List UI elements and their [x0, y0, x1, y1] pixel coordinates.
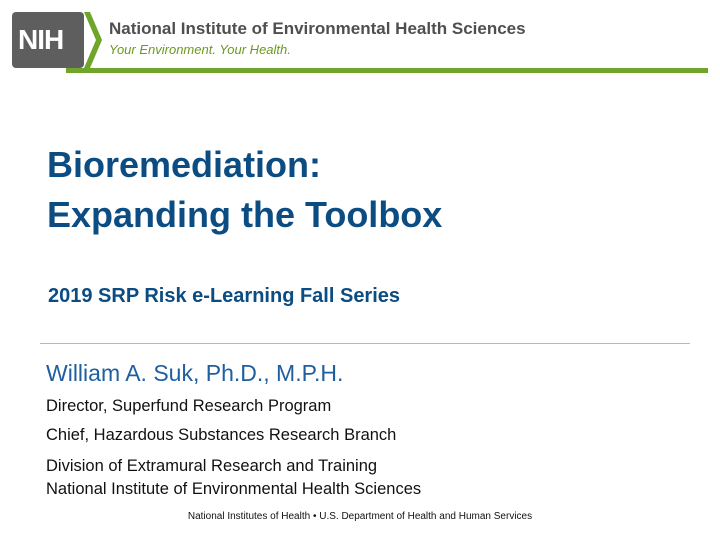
slide-footer: National Institutes of Health • U.S. Department of Health and Human Services [187, 511, 533, 522]
slide-subtitle: 2019 SRP Risk e-Learning Fall Series [48, 285, 401, 307]
logo-chevron-icon [84, 12, 102, 68]
institute-tagline: Your Environment. Your Health. [109, 42, 291, 57]
nih-logo-box [12, 12, 84, 68]
nih-logo-text: NIH [18, 24, 64, 55]
presenter-name: William A. Suk, Ph.D., M.P.H. [46, 360, 344, 386]
section-divider [40, 343, 690, 344]
institute-name: National Institute of Environmental Health Sciences [109, 19, 526, 38]
affiliation-line-1: Director, Superfund Research Program [46, 397, 332, 415]
affiliation-line-3: Division of Extramural Research and Training [46, 457, 378, 475]
affiliation-line-4: National Institute of Environmental Health Sciences [46, 480, 422, 498]
slide-title-line-1: Bioremediation: [47, 144, 322, 185]
slide-title-line-2: Expanding the Toolbox [47, 194, 443, 235]
header-accent-bar [66, 68, 708, 73]
niehs-logo [12, 12, 526, 68]
slide-title [47, 140, 442, 240]
affiliation-line-2: Chief, Hazardous Substances Research Branch [46, 426, 397, 444]
